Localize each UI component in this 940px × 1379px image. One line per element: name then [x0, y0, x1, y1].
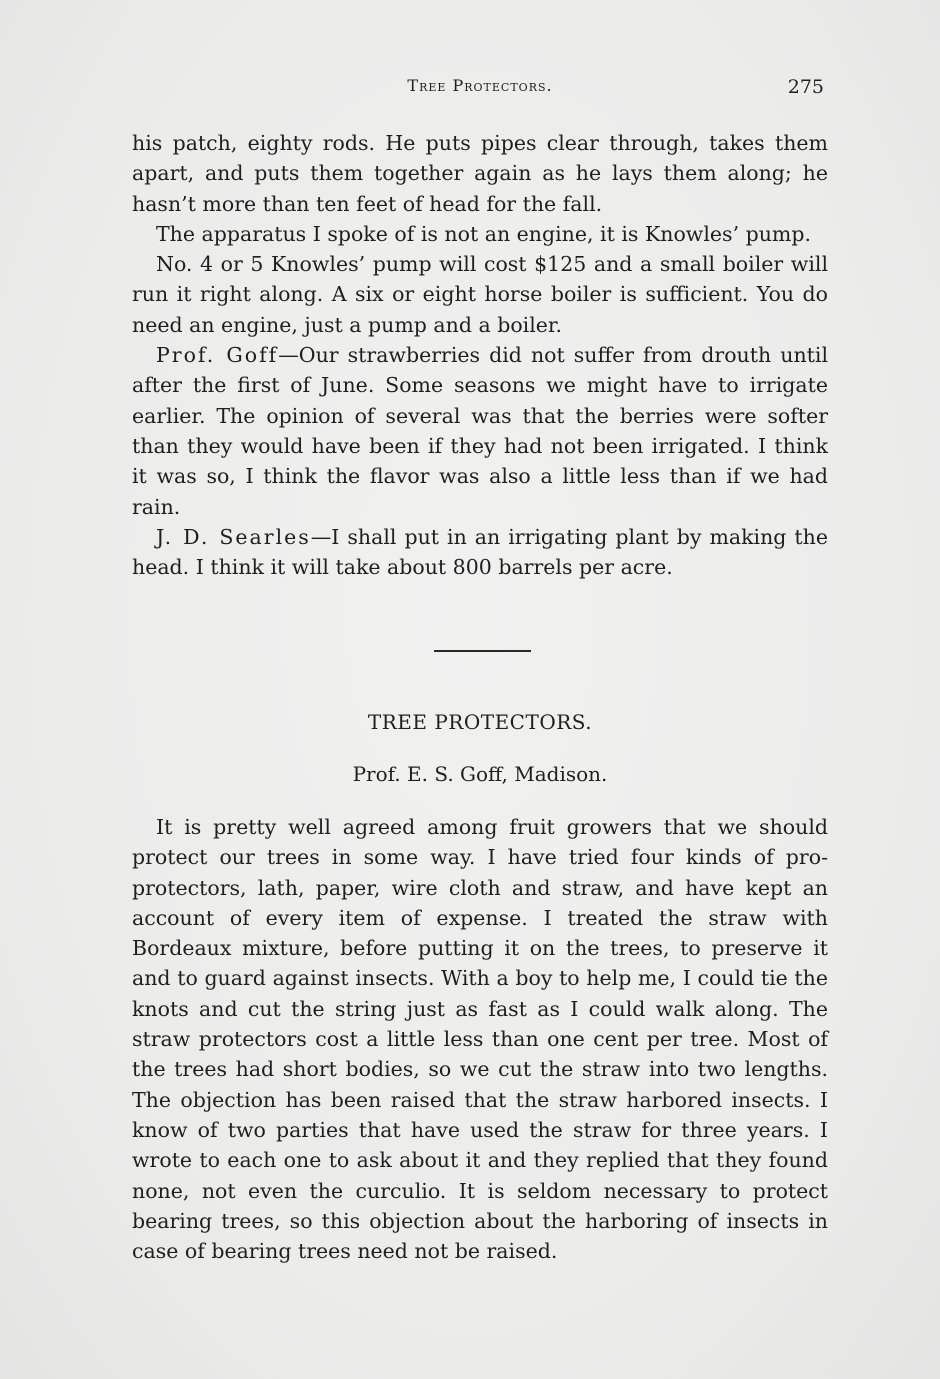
paragraph: The apparatus I spoke of is not an engine, it is Knowles’ pump.: [156, 221, 811, 246]
author-line: Prof. E. S. Goff, Madison.: [352, 762, 608, 786]
running-head: [132, 76, 828, 100]
paragraph: It is pretty well agreed among fruit growers that we should protect our trees in some way. I have tried four kinds of proprotectors, lath, paper, wire cloth and straw, and have kept an account of every item of expense. I treated the straw with Bordeaux mixture, before putting it on the trees, to preserve it and to guard against insects. With a boy to help me, I could tie the knots and cut the string just as fast as I could walk along. The straw protectors cost a little less than one cent per tree. Most of the trees had short bodies, so we cut the straw into two lengths. The objection has been raised that the straw harbored insects. I know of two parties that have used the straw for three years. I wrote to each one to ask about it and they replied that they found none, not even the curculio. It is seldom necessary to protect bearing trees, so this objection about the harboring of insects in case of bearing trees need not be raised.: [132, 815, 828, 1264]
paragraph: No. 4 or 5 Knowles’ pump will cost $125 and a small boiler will run it right along. A six or eight horse boiler is sufficient. You do need an engine, just a pump and a boiler.: [132, 252, 828, 337]
speech-text: —I shall put in an irrigating plant by making the head. I think it will take about 800 barrels per acre.: [132, 524, 828, 580]
continued-discussion: [132, 128, 828, 582]
speech-text: —Our strawberries did not suffer from drouth until after the first of June. Some seasons we might have to irrigate earlier. The opinion of several was that the berries were softer than they would have been if they had not been irrigated. I think it was so, I think the flavor was also a little less than if we had rain.: [132, 343, 829, 519]
speech-paragraph: [132, 340, 828, 522]
article-body: [132, 812, 828, 1266]
running-title: Tree Protectors.: [407, 76, 553, 95]
speech-paragraph: [132, 522, 828, 583]
page-number: 275: [787, 76, 824, 98]
section-divider: [434, 650, 531, 652]
speaker-name: Prof. Goff: [156, 343, 279, 368]
paragraph: his patch, eighty rods. He puts pipes clear through, takes them apart, and puts them together again as he lays them along; he hasn’t more than ten feet of head for the fall.: [132, 131, 828, 216]
section-title: TREE PROTECTORS.: [367, 710, 593, 734]
speaker-name: J. D. Searles: [156, 524, 311, 549]
